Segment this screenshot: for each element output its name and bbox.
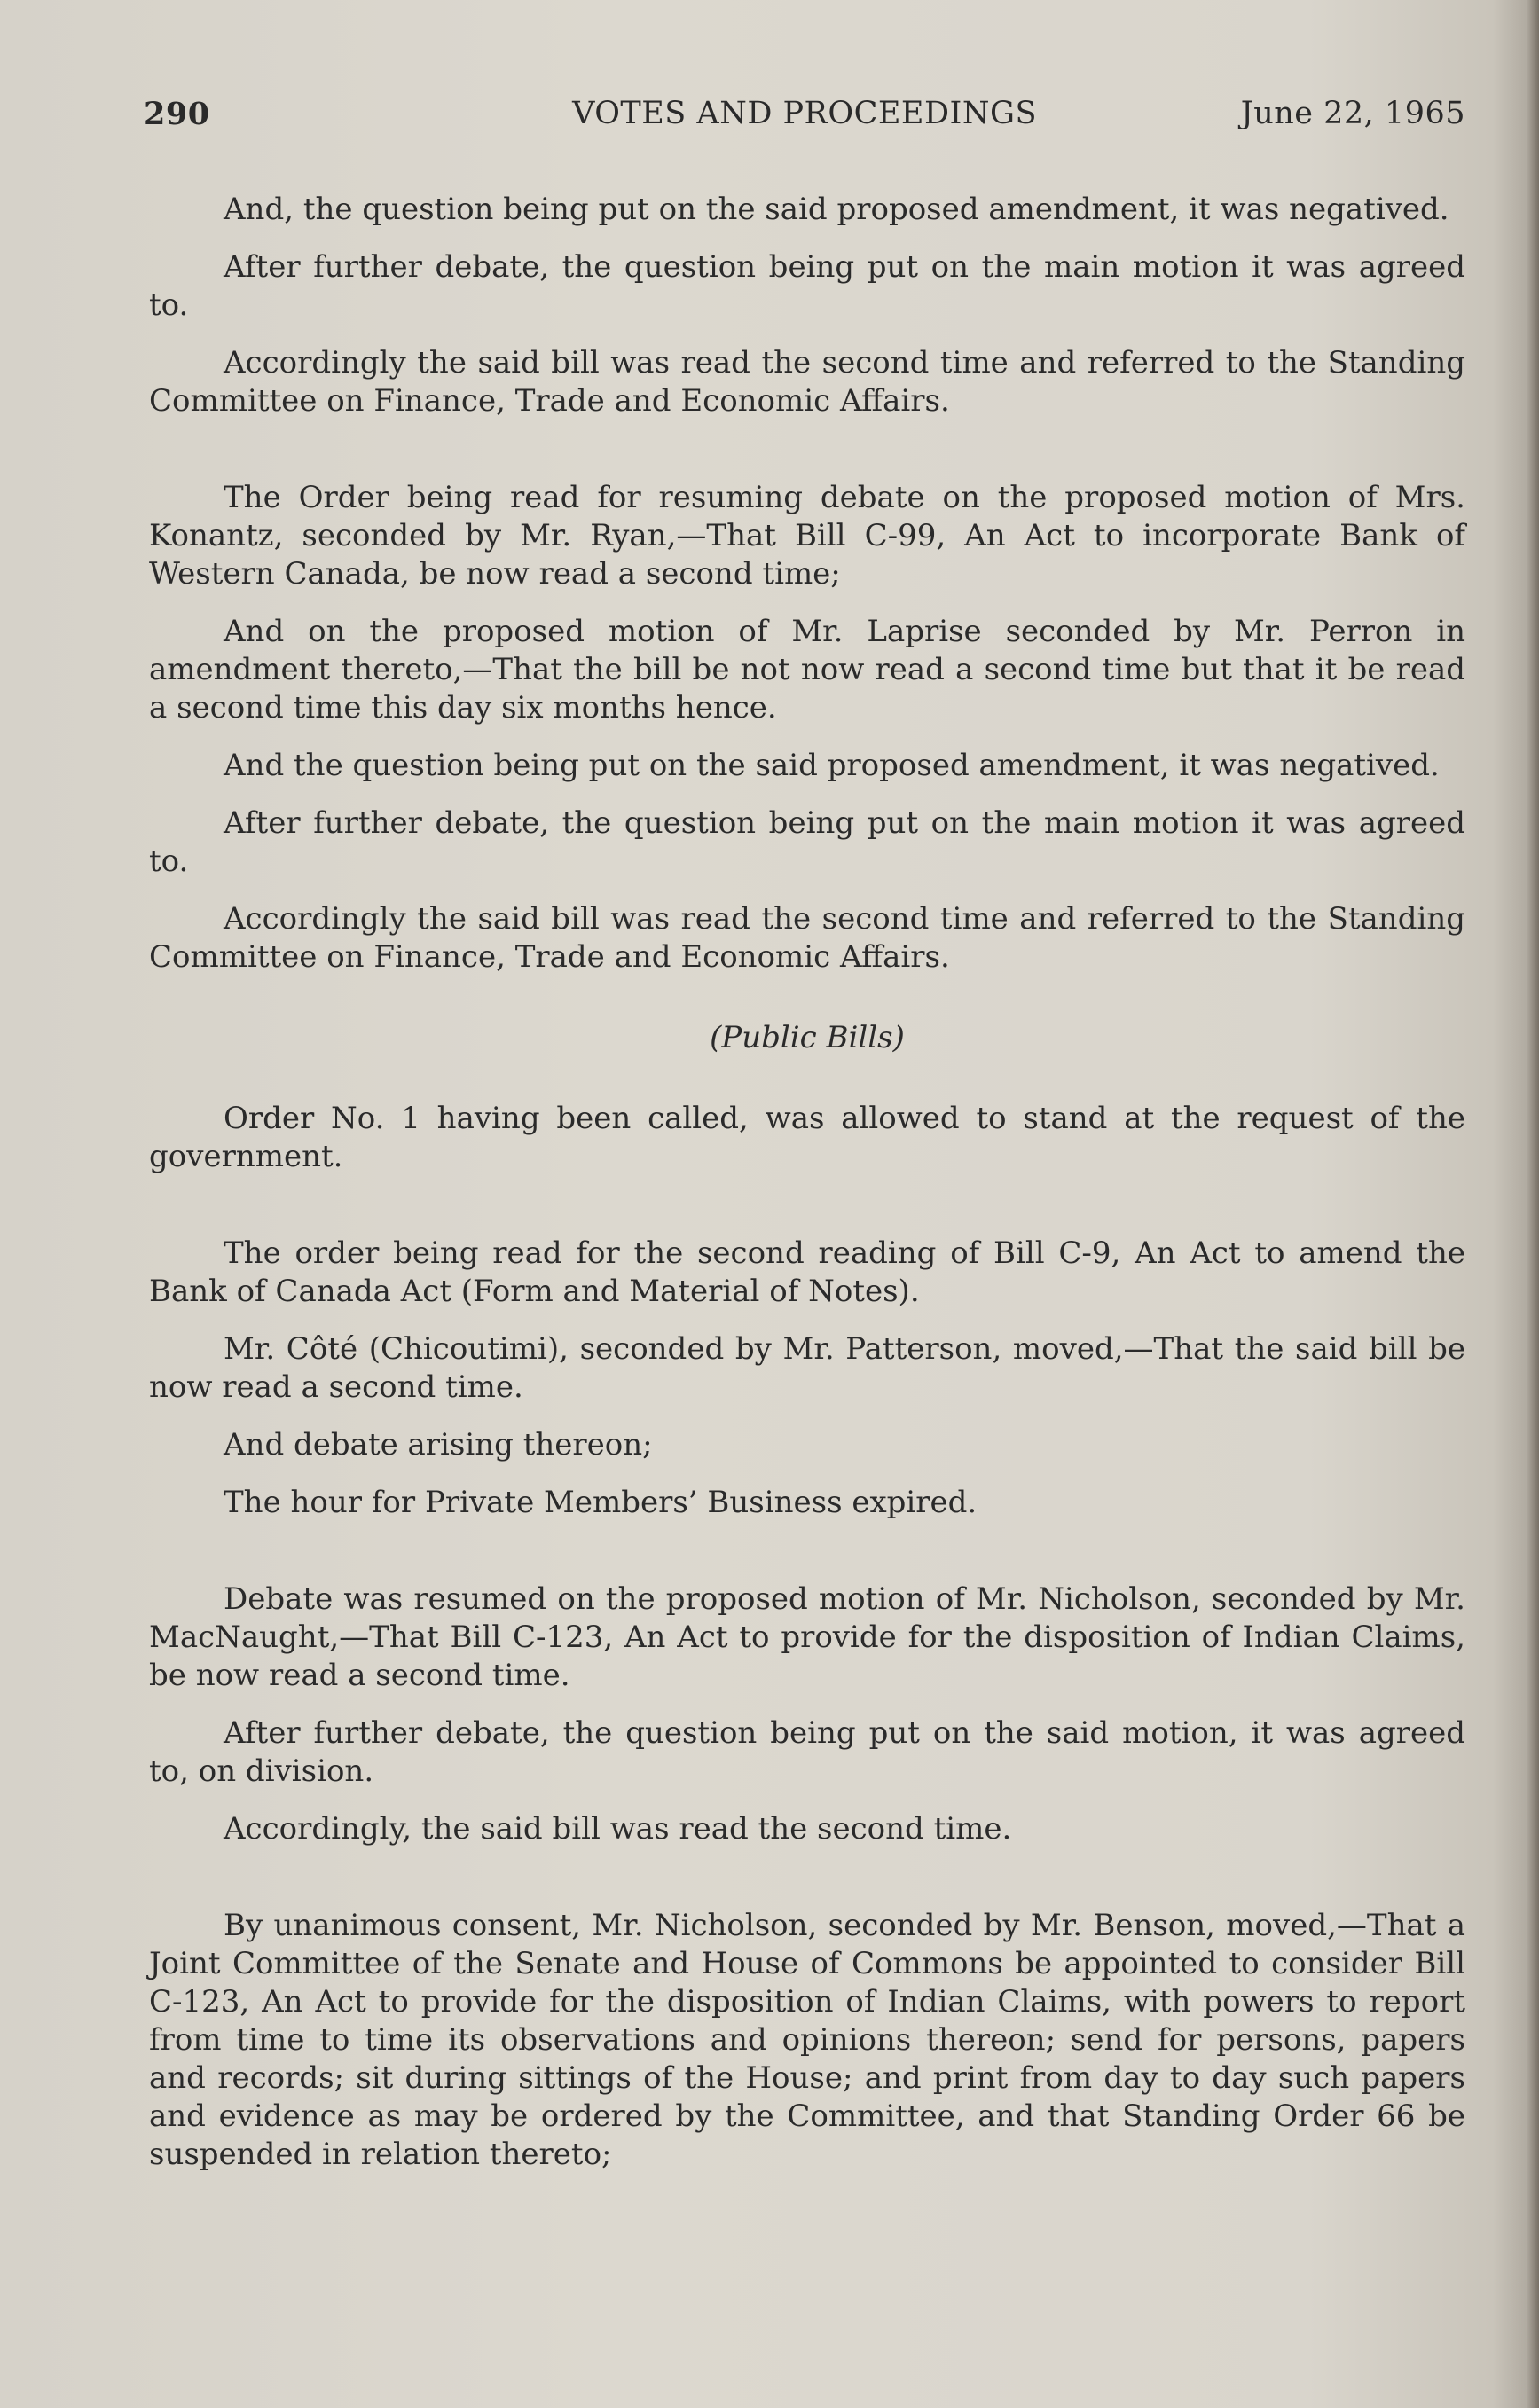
paragraph: And debate arising thereon; [224,1427,653,1463]
paragraph: Accordingly the said bill was read the second time and referred to the Standing Committee on Finance, Trade and Economic Affairs. [149,345,1465,419]
paragraph: The Order being read for resuming debate on the proposed motion of Mrs. Konantz, seconded by Mr. Ryan,—That Bill C-99, An Act to incorporate Bank of Western Canada, be now read a second time; [149,480,1465,592]
section-heading: (Public Bills) [710,1020,905,1055]
page-body [149,191,1465,2193]
page-edge-shadow [1527,0,1539,2408]
page-number: 290 [144,96,210,132]
paragraph: The order being read for the second reading of Bill C-9, An Act to amend the Bank of Canada Act (Form and Material of Notes). [149,1235,1465,1309]
paragraph: Mr. Côté (Chicoutimi), seconded by Mr. Patterson, moved,—That the said bill be now read a second time. [149,1331,1465,1405]
page-header [144,96,1465,137]
paragraph: The hour for Private Members’ Business expired. [224,1485,978,1520]
running-title: VOTES AND PROCEEDINGS [572,96,1037,131]
paragraph: And the question being put on the said proposed amendment, it was negatived. [224,748,1440,783]
paragraph: Accordingly the said bill was read the second time and referred to the Standing Committee on Finance, Trade and Economic Affairs. [149,901,1465,975]
paragraph: After further debate, the question being put on the said motion, it was agreed to, on division. [149,1715,1465,1789]
paragraph: And, the question being put on the said proposed amendment, it was negatived. [224,192,1449,227]
paragraph: By unanimous consent, Mr. Nicholson, seconded by Mr. Benson, moved,—That a Joint Committee of the Senate and House of Commons be appointed to consider Bill C-123, An Act to provide for the disposition of Indian Claims, with powers to report from time to time its observations and opinions thereon; send for persons, papers and records; sit during sittings of the House; and print from day to day such papers and evidence as may be ordered by the Committee, and that Standing Order 66 be suspended in relation thereto; [149,1908,1465,2172]
paragraph: Debate was resumed on the proposed motion of Mr. Nicholson, seconded by Mr. MacNaught,—That Bill C-123, An Act to provide for the disposition of Indian Claims, be now read a second time. [149,1581,1465,1693]
paragraph: After further debate, the question being put on the main motion it was agreed to. [149,805,1465,879]
paragraph: And on the proposed motion of Mr. Laprise seconded by Mr. Perron in amendment thereto,—That the bill be not now read a second time but that it be read a second time this day six months hence. [149,614,1465,726]
paragraph: Accordingly, the said bill was read the second time. [224,1811,1012,1847]
header-date: June 22, 1965 [1240,96,1465,131]
paragraph: Order No. 1 having been called, was allowed to stand at the request of the government. [149,1101,1465,1174]
paragraph: After further debate, the question being put on the main motion it was agreed to. [149,249,1465,323]
